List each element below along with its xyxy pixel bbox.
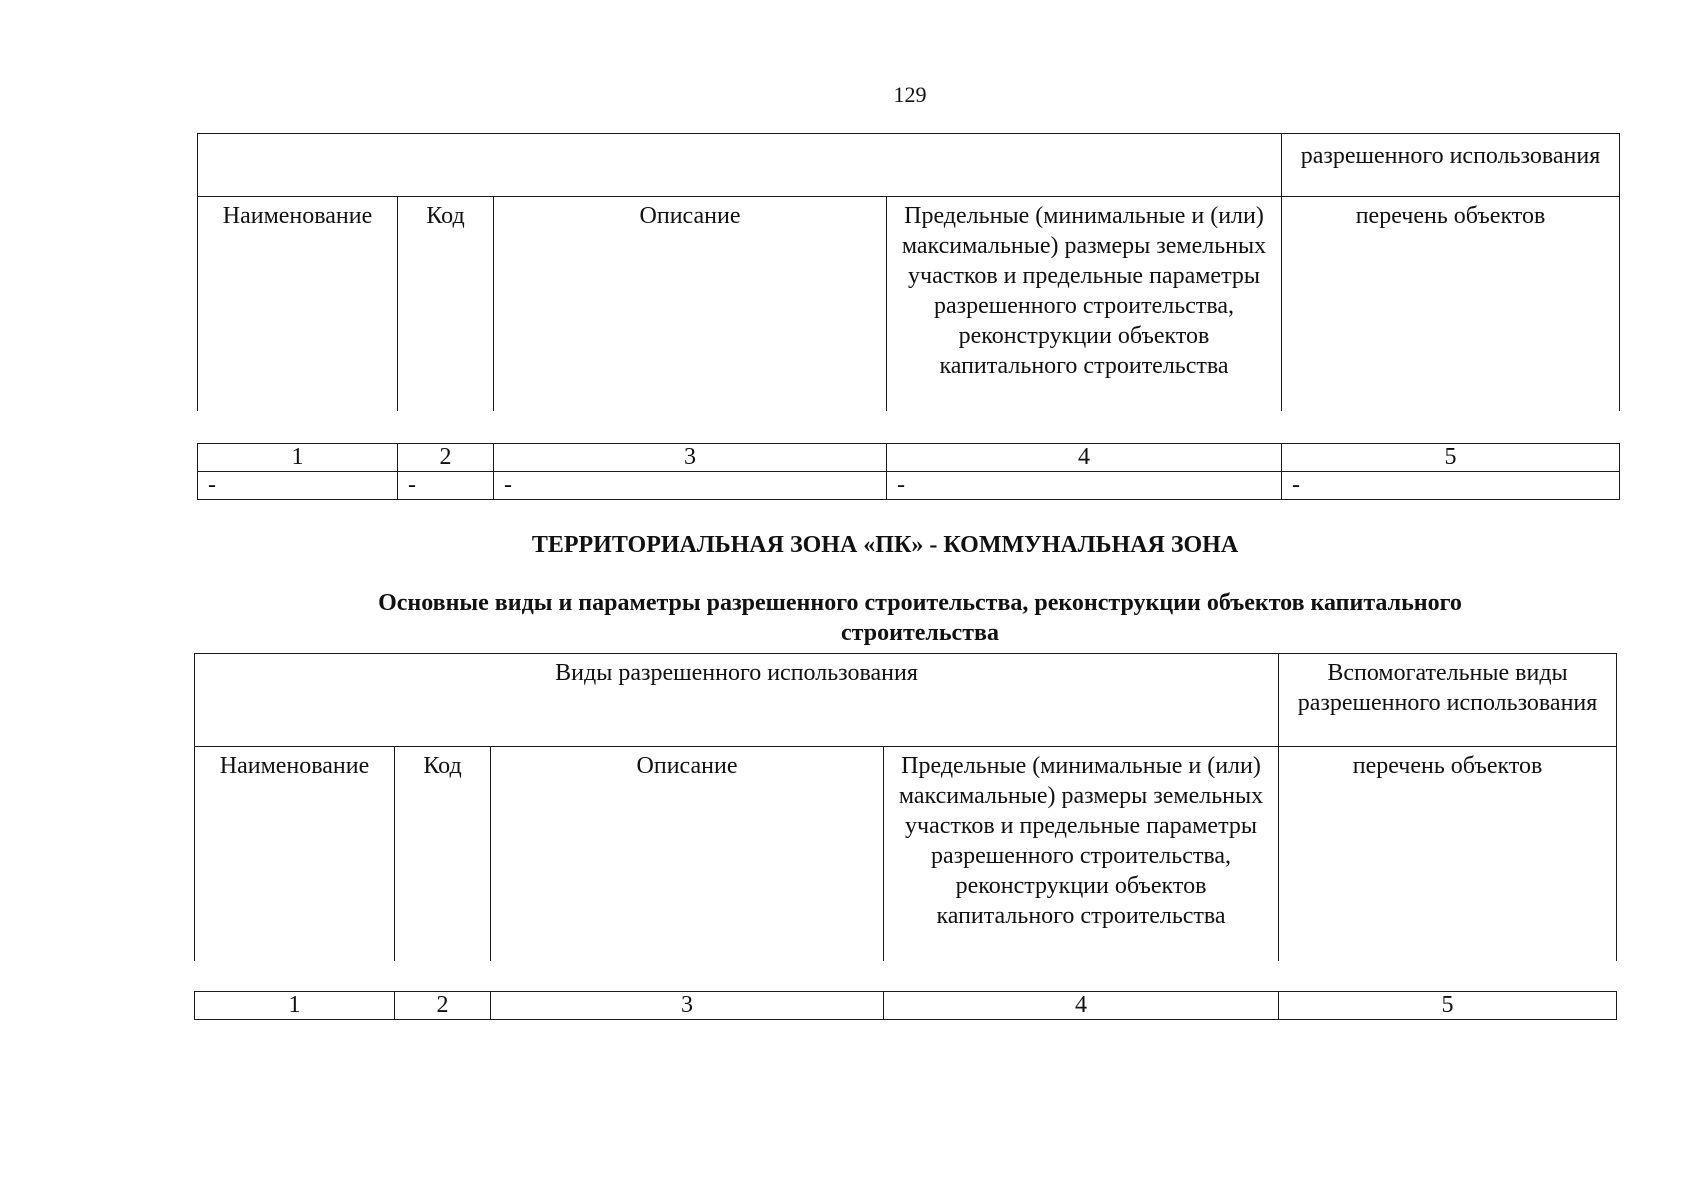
section-title: Основные виды и параметры разрешенного строительства, реконструкции объектов капитального строительства: [378, 590, 1462, 646]
table2-num-1: 1: [195, 992, 395, 1020]
table2-num-5: 5: [1279, 992, 1617, 1020]
table1-group-empty-cell: [198, 134, 1282, 197]
table1-column-row: [198, 197, 1620, 412]
table1-header: [197, 133, 1620, 411]
table1-col-code: Код: [398, 197, 494, 412]
table2-number-row: [195, 992, 1617, 1020]
table2-col-description: Описание: [491, 747, 884, 962]
table1-group-row: [198, 134, 1620, 197]
table1-cell-2: -: [398, 472, 494, 500]
table2-body: [194, 991, 1617, 1020]
table2-group-left: Виды разрешенного использования: [195, 654, 1279, 747]
table1-cell-5: -: [1282, 472, 1620, 500]
table2-column-row: [195, 747, 1617, 962]
table1-cell-4: -: [887, 472, 1282, 500]
table1-col-list: перечень объектов: [1282, 197, 1620, 412]
table2-group-row: [195, 654, 1617, 747]
table1-num-4: 4: [887, 444, 1282, 472]
table2-col-name: Наименование: [195, 747, 395, 962]
table1-cell-3: -: [494, 472, 887, 500]
table1-number-row: [198, 444, 1620, 472]
table2-header: [194, 653, 1617, 961]
zone-title: ТЕРРИТОРИАЛЬНАЯ ЗОНА «ПК» - КОММУНАЛЬНАЯ ЗОНА: [531, 532, 1239, 558]
table1-col-name: Наименование: [198, 197, 398, 412]
table1-data-row: [198, 472, 1620, 500]
table1-col-description: Описание: [494, 197, 887, 412]
table1-body: [197, 443, 1620, 500]
table1-num-3: 3: [494, 444, 887, 472]
table2-col-code: Код: [395, 747, 491, 962]
table1-num-2: 2: [398, 444, 494, 472]
table2-num-4: 4: [884, 992, 1279, 1020]
table1-num-5: 5: [1282, 444, 1620, 472]
table2-num-3: 3: [491, 992, 884, 1020]
table1-cell-1: -: [198, 472, 398, 500]
table2-col-limits: Предельные (минимальные и (или) максимальные) размеры земельных участков и предельные параметры разрешенного строительства, реконструкции объектов капитального строительства: [884, 747, 1279, 962]
table2-col-list: перечень объектов: [1279, 747, 1617, 962]
table1-group-right-cell: разрешенного использования: [1282, 134, 1620, 197]
table2-group-right: Вспомогательные виды разрешенного использования: [1279, 654, 1617, 747]
page-number: 129: [893, 82, 927, 107]
table1-num-1: 1: [198, 444, 398, 472]
table1-col-limits: Предельные (минимальные и (или) максимальные) размеры земельных участков и предельные параметры разрешенного строительства, реконструкции объектов капитального строительства: [887, 197, 1282, 412]
table2-num-2: 2: [395, 992, 491, 1020]
